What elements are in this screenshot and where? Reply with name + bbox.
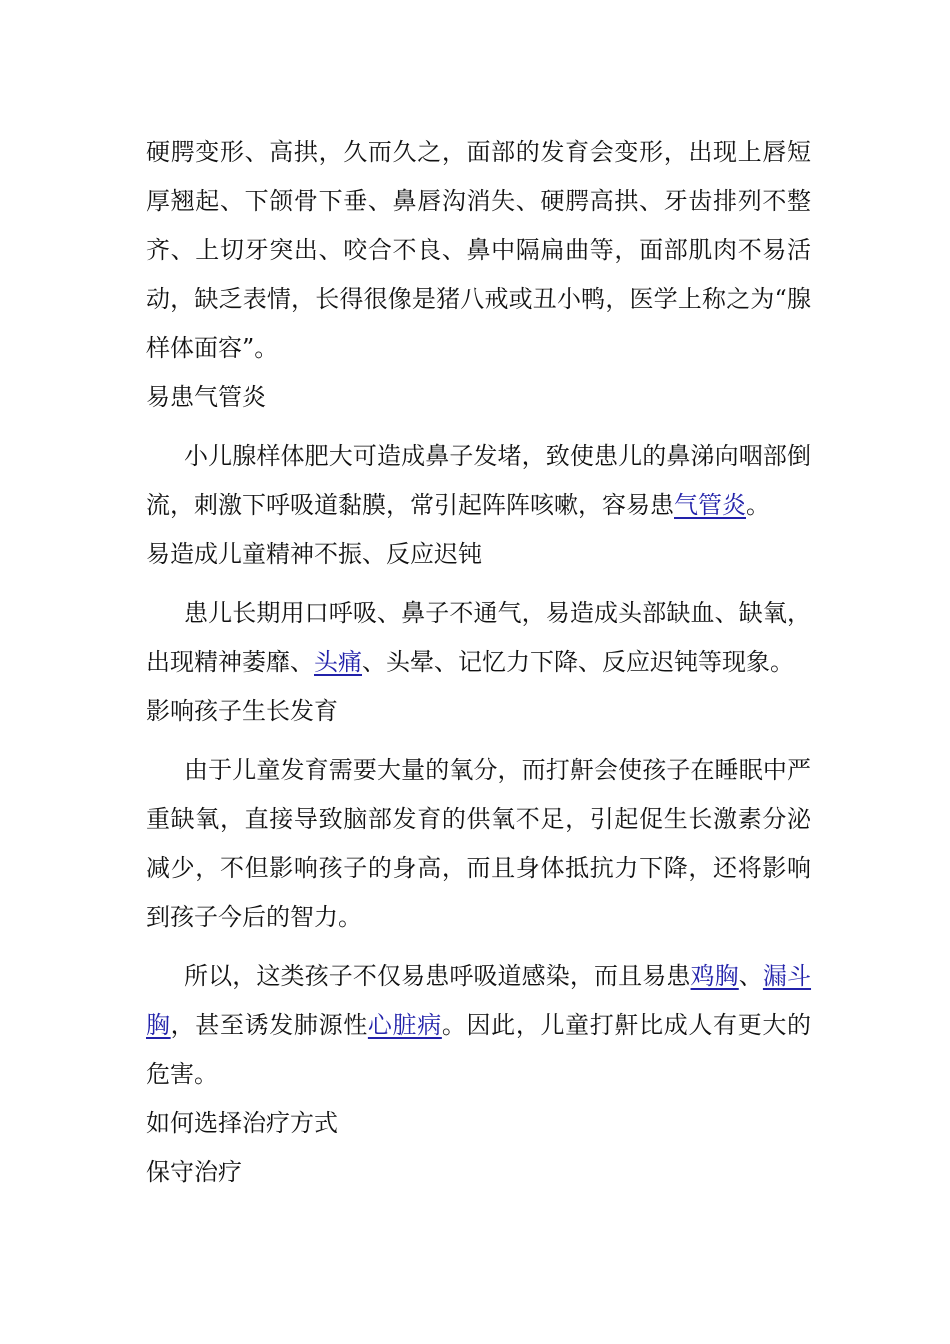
paragraph-text: 所以，这类孩子不仅易患呼吸道感染，而且易患 (184, 962, 691, 990)
paragraph-text: 患儿长期用口呼吸、鼻子不通气，易造成头部缺血、缺氧，出现精神萎靡、 (146, 599, 811, 676)
paragraph-text: 小儿腺样体肥大可造成鼻子发堵，致使患儿的鼻涕向咽部倒流，刺激下呼吸道黏膜，常引起阵阵咳嗽，容易患 (146, 442, 811, 519)
paragraph-spirit-reaction (146, 589, 811, 687)
paragraph-text: 、头晕、记忆力下降、反应迟钝等现象。 (362, 648, 794, 676)
heading-treatment-choice: 如何选择治疗方式 (146, 1109, 338, 1137)
paragraph-face-deformation: 硬腭变形、高拱，久而久之，面部的发育会变形，出现上唇短厚翘起、下颌骨下垂、鼻唇沟消失、硬腭高拱、牙齿排列不整齐、上切牙突出、咬合不良、鼻中隔扁曲等，面部肌肉不易活动，缺乏表情，长得很像是猪八戒或丑小鸭，医学上称之为“腺样体面容”。 (146, 138, 811, 362)
document-page (146, 128, 811, 1197)
link-headache[interactable]: 头痛 (314, 648, 362, 676)
paragraph-bronchitis (146, 432, 811, 530)
heading-growth: 影响孩子生长发育 (146, 697, 338, 725)
heading-spirit-reaction: 易造成儿童精神不振、反应迟钝 (146, 540, 482, 568)
paragraph-text: 、 (738, 962, 763, 990)
link-bronchitis[interactable]: 气管炎 (674, 491, 746, 519)
paragraph-text: ，甚至诱发肺源性 (170, 1011, 368, 1039)
link-funnel-chest[interactable]: 漏斗胸 (146, 962, 812, 1039)
paragraph-growth: 由于儿童发育需要大量的氧分，而打鼾会使孩子在睡眠中严重缺氧，直接导致脑部发育的供氧不足，引起促生长激素分泌减少，不但影响孩子的身高，而且身体抵抗力下降，还将影响到孩子今后的智力。 (146, 756, 811, 931)
heading-bronchitis: 易患气管炎 (146, 383, 266, 411)
link-heart-disease[interactable]: 心脏病 (367, 1011, 442, 1039)
paragraph-text: 。 (746, 491, 770, 519)
paragraph-conclusion (146, 952, 811, 1099)
paragraph-text: 。因此，儿童打鼾比成人有更大的危害。 (146, 1011, 812, 1088)
link-pigeon-chest[interactable]: 鸡胸 (690, 962, 739, 990)
heading-conservative-treatment: 保守治疗 (146, 1158, 242, 1186)
